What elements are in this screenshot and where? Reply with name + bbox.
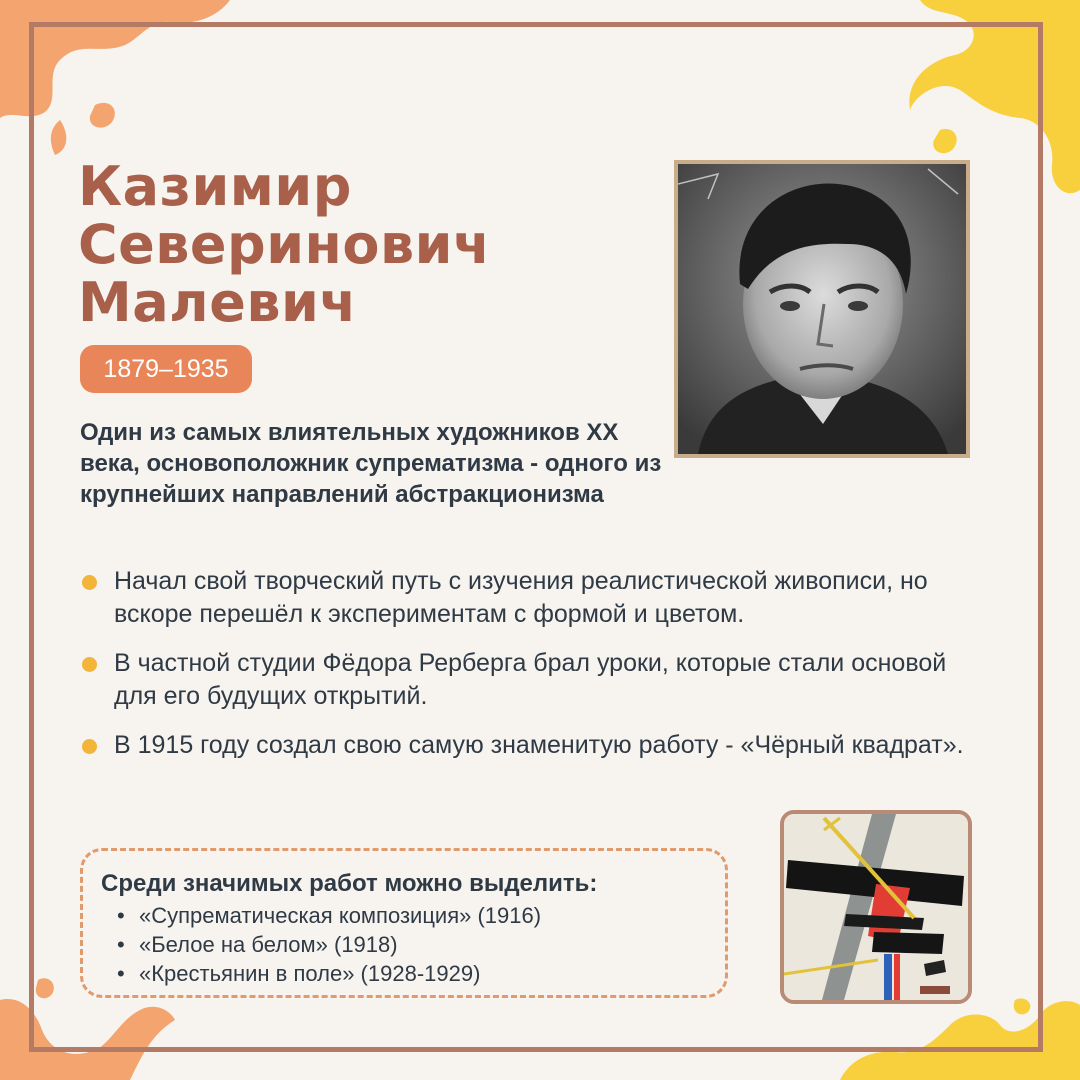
work-item-1 [117,901,725,930]
notable-works-title: Среди значимых работ можно выделить: [101,870,598,897]
fact-text-3: В 1915 году создал свою самую знаменитую работу - «Чёрный квадрат». [114,731,964,759]
facts-list [80,565,980,778]
fact-text-1: Начал свой творческий путь с изучения реалистической живописи, но вскоре перешёл к экспериментам с формой и цветом. [114,567,928,628]
work-text-2: «Белое на белом» (1918) [139,932,398,957]
title-line-3: Малевич [78,271,357,334]
fact-item-1 [80,565,980,631]
page-title [78,155,638,334]
bullet-mark: • [117,961,125,986]
fact-text-2: В частной студии Фёдора Рерберга брал уроки, которые стали основой для его будущих открытий. [114,649,947,710]
notable-works-box [80,848,728,998]
notable-works-list [101,901,725,988]
bullet-mark: • [117,903,125,928]
portrait-photo [674,160,970,458]
work-item-2 [117,930,725,959]
intro-text: Один из самых влиятельных художников XX века, основоположник супрематизма - одного из крупнейших направлений абстракционизма [80,419,662,508]
work-text-1: «Супрематическая композиция» (1916) [139,903,542,928]
bullet-dot [82,575,97,590]
years-badge: 1879–1935 [80,345,252,393]
suprematist-painting-image [780,810,972,1004]
work-text-3: «Крестьянин в поле» (1928-1929) [139,961,481,986]
work-item-3 [117,959,725,988]
bullet-mark: • [117,932,125,957]
fact-item-2 [80,647,980,713]
fact-item-3 [80,729,980,762]
title-line-2: Северинович [78,213,491,276]
bullet-dot [82,739,97,754]
title-line-1: Казимир [78,155,352,218]
bullet-dot [82,657,97,672]
